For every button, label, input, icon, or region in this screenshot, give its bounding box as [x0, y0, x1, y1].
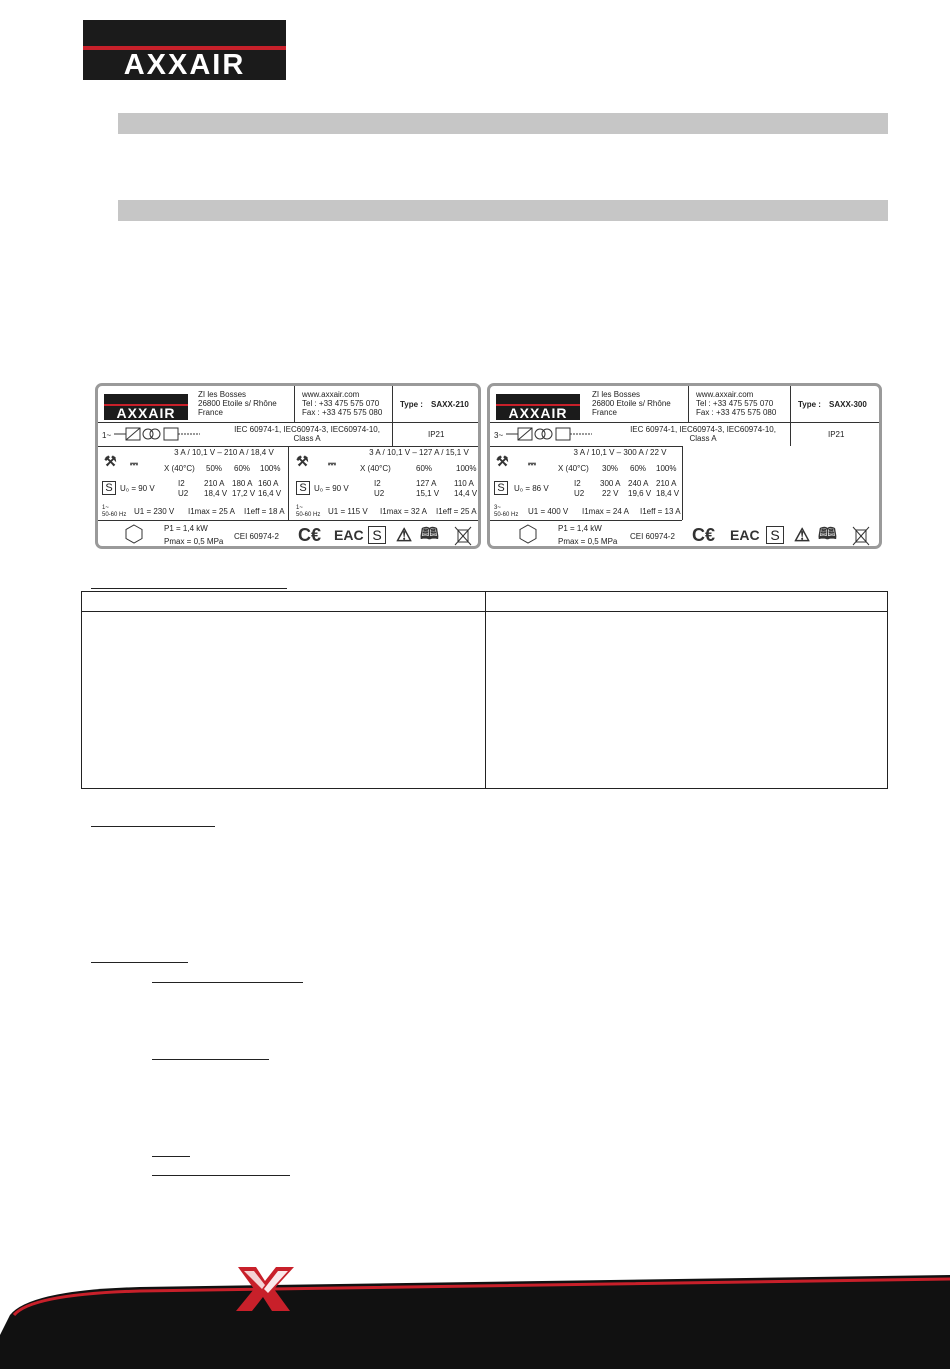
i2-a-1: 210 A — [204, 479, 225, 488]
s-mark-bottom: S — [368, 526, 386, 544]
plate-type-label: Type : — [400, 400, 423, 409]
u2-b-2: 14,4 V — [454, 489, 478, 498]
plate2-pct-1: 30% — [602, 464, 619, 473]
eac-mark: EAC — [334, 527, 364, 543]
dc-symbol-b: ⎓ — [328, 459, 336, 470]
plate-standards-2: Class A — [293, 434, 321, 443]
plate-logo-area — [102, 390, 188, 422]
pct-b-2: 100% — [456, 464, 477, 473]
plate2-type-value: SAXX-300 — [829, 400, 867, 409]
plate2-supply: 3~ 50-60 Hz — [494, 505, 519, 518]
plate2-standards-2: Class A — [689, 434, 717, 443]
plate2-website: www.axxair.com — [696, 390, 754, 399]
i2-b-2: 110 A — [454, 479, 474, 488]
subheading-underline-3 — [152, 1156, 190, 1157]
plate-range-a: 3 A / 10,1 V – 210 A / 18,4 V — [174, 448, 274, 457]
plate-phase: 1~ — [102, 431, 112, 440]
u2-label-b: U2 — [374, 489, 385, 498]
plate2-pct-2: 60% — [630, 464, 647, 473]
u1-b: U1 = 115 V — [328, 507, 368, 516]
rating-plate-saxx-210 — [95, 383, 481, 549]
imax-a: I1max = 25 A — [188, 507, 235, 516]
plate2-address-3: France — [592, 408, 617, 417]
plate-address-1: ZI les Bosses — [198, 390, 247, 399]
plate2-type-label: Type : — [798, 400, 821, 409]
plate2-u2-3: 18,4 V — [656, 489, 680, 498]
plate-logo — [104, 394, 188, 420]
heading-underline-1 — [91, 588, 287, 589]
footer-x-emblem — [232, 1265, 298, 1313]
pct-a-3: 100% — [260, 464, 281, 473]
pct-a-2: 60% — [234, 464, 251, 473]
subheading-underline-2 — [152, 1059, 269, 1060]
plate-logo-2 — [496, 394, 580, 420]
axxair-logo — [83, 20, 286, 80]
plate2-i2-2: 240 A — [628, 479, 649, 488]
u0-b: U₀ = 90 V — [314, 484, 349, 493]
torch-icon-2: ⚒ — [496, 453, 509, 469]
plate-x-a: X (40°C) — [164, 464, 195, 473]
plate2-pct-3: 100% — [656, 464, 677, 473]
hexagon-icon — [124, 524, 144, 544]
u2-label-a: U2 — [178, 489, 189, 498]
s-mark-bottom-2: S — [766, 526, 784, 544]
plate-website: www.axxair.com — [302, 390, 360, 399]
section-bar-2 — [118, 200, 888, 221]
hexagon-icon-2 — [518, 524, 538, 544]
plate2-phase: 3~ — [494, 431, 504, 440]
plate-cei: CEI 60974-2 — [234, 532, 279, 541]
u2-a-1: 18,4 V — [204, 489, 228, 498]
plate-brand-2: AXXAIR — [508, 405, 568, 421]
supply-a: 1~ 50-60 Hz — [102, 505, 127, 518]
inverter-transformer-icon — [114, 426, 200, 442]
dc-symbol-2: ⎓ — [528, 459, 536, 470]
warning-icon-2: ⚠ — [794, 525, 811, 545]
s-mark-b: S — [296, 481, 310, 495]
s-mark-a: S — [102, 481, 116, 495]
plate-pmax: Pmax = 0,5 MPa — [164, 537, 224, 546]
pct-a-1: 50% — [206, 464, 223, 473]
i2-b-1: 127 A — [416, 479, 437, 488]
plate-x-b: X (40°C) — [360, 464, 391, 473]
eac-mark-2: EAC — [730, 527, 760, 543]
u1-a: U1 = 230 V — [134, 507, 175, 516]
plate2-address-1: ZI les Bosses — [592, 390, 641, 399]
plate-brand: AXXAIR — [116, 405, 176, 421]
plate2-imax: I1max = 24 A — [582, 507, 629, 516]
plate2-u1: U1 = 400 V — [528, 507, 569, 516]
subheading-underline-4 — [152, 1175, 290, 1176]
plate2-u2-2: 19,6 V — [628, 489, 652, 498]
pct-b-1: 60% — [416, 464, 433, 473]
u0-a: U₀ = 90 V — [120, 484, 155, 493]
i2-a-2: 180 A — [232, 479, 253, 488]
subheading-underline-1 — [152, 982, 303, 983]
plate2-u2-1: 22 V — [602, 489, 619, 498]
ieff-b: I1eff = 25 A — [436, 507, 477, 516]
plate-address-3: France — [198, 408, 223, 417]
ieff-a: I1eff = 18 A — [244, 507, 285, 516]
plate2-fax: Fax : +33 475 575 080 — [696, 408, 777, 417]
heading-underline-3 — [91, 962, 188, 963]
dc-symbol: ⎓ — [130, 459, 138, 470]
plate2-pmax: Pmax = 0,5 MPa — [558, 537, 618, 546]
plate2-s-mark: S — [494, 481, 508, 495]
ce-mark-2: C€ — [692, 525, 716, 545]
plate2-address-2: 26800 Etoile s/ Rhône — [592, 399, 671, 408]
rating-plate-saxx-300 — [487, 383, 882, 549]
warning-icon: ⚠ — [396, 525, 413, 545]
u2-a-3: 16,4 V — [258, 489, 282, 498]
plate2-cei: CEI 60974-2 — [630, 532, 675, 541]
u2-b-1: 15,1 V — [416, 489, 440, 498]
plate2-standards-1: IEC 60974-1, IEC60974-3, IEC60974-10, — [630, 425, 776, 434]
plate-tel: Tel : +33 475 575 070 — [302, 399, 380, 408]
plate-ip: IP21 — [428, 430, 445, 439]
plate-p1: P1 = 1,4 kW — [164, 524, 208, 533]
plate2-x-a: X (40°C) — [558, 464, 589, 473]
plate2-tel: Tel : +33 475 575 070 — [696, 399, 774, 408]
plate2-p1: P1 = 1,4 kW — [558, 524, 602, 533]
footer-band — [0, 1275, 950, 1369]
plate2-ieff: I1eff = 13 A — [640, 507, 681, 516]
plate-address-2: 26800 Etoile s/ Rhône — [198, 399, 277, 408]
plate2-range-a: 3 A / 10,1 V – 300 A / 22 V — [573, 448, 667, 457]
plate2-ip: IP21 — [828, 430, 845, 439]
plate-fax: Fax : +33 475 575 080 — [302, 408, 383, 417]
section-bar-1 — [118, 113, 888, 134]
plate2-u0: U₀ = 86 V — [514, 484, 549, 493]
plate-type-value: SAXX-210 — [431, 400, 469, 409]
plate2-i2-1: 300 A — [600, 479, 621, 488]
plate2-u2-label: U2 — [574, 489, 585, 498]
plate2-i2-3: 210 A — [656, 479, 677, 488]
manual-icon: 🕮 — [420, 526, 439, 543]
imax-b: I1max = 32 A — [380, 507, 427, 516]
supply-b: 1~ 50-60 Hz — [296, 505, 321, 518]
torch-icon-b: ⚒ — [296, 453, 309, 469]
weee-bin-icon — [454, 526, 472, 546]
torch-icon: ⚒ — [104, 453, 117, 469]
plate-standards-1: IEC 60974-1, IEC60974-3, IEC60974-10, — [234, 425, 380, 434]
i2-label-b: I2 — [374, 479, 381, 488]
plate-range-b: 3 A / 10,1 V – 127 A / 15,1 V — [369, 448, 469, 457]
empty-table — [81, 591, 888, 789]
inverter-transformer-icon-2 — [506, 426, 592, 442]
plate2-i2-label: I2 — [574, 479, 581, 488]
manual-icon-2: 🕮 — [818, 526, 837, 543]
weee-bin-icon-2 — [852, 526, 870, 546]
u2-a-2: 17,2 V — [232, 489, 256, 498]
table-column-divider — [485, 592, 486, 788]
ce-mark: C€ — [298, 525, 322, 545]
i2-a-3: 160 A — [258, 479, 279, 488]
heading-underline-2 — [91, 826, 215, 827]
i2-label-a: I2 — [178, 479, 185, 488]
logo-text: AXXAIR — [123, 49, 246, 81]
